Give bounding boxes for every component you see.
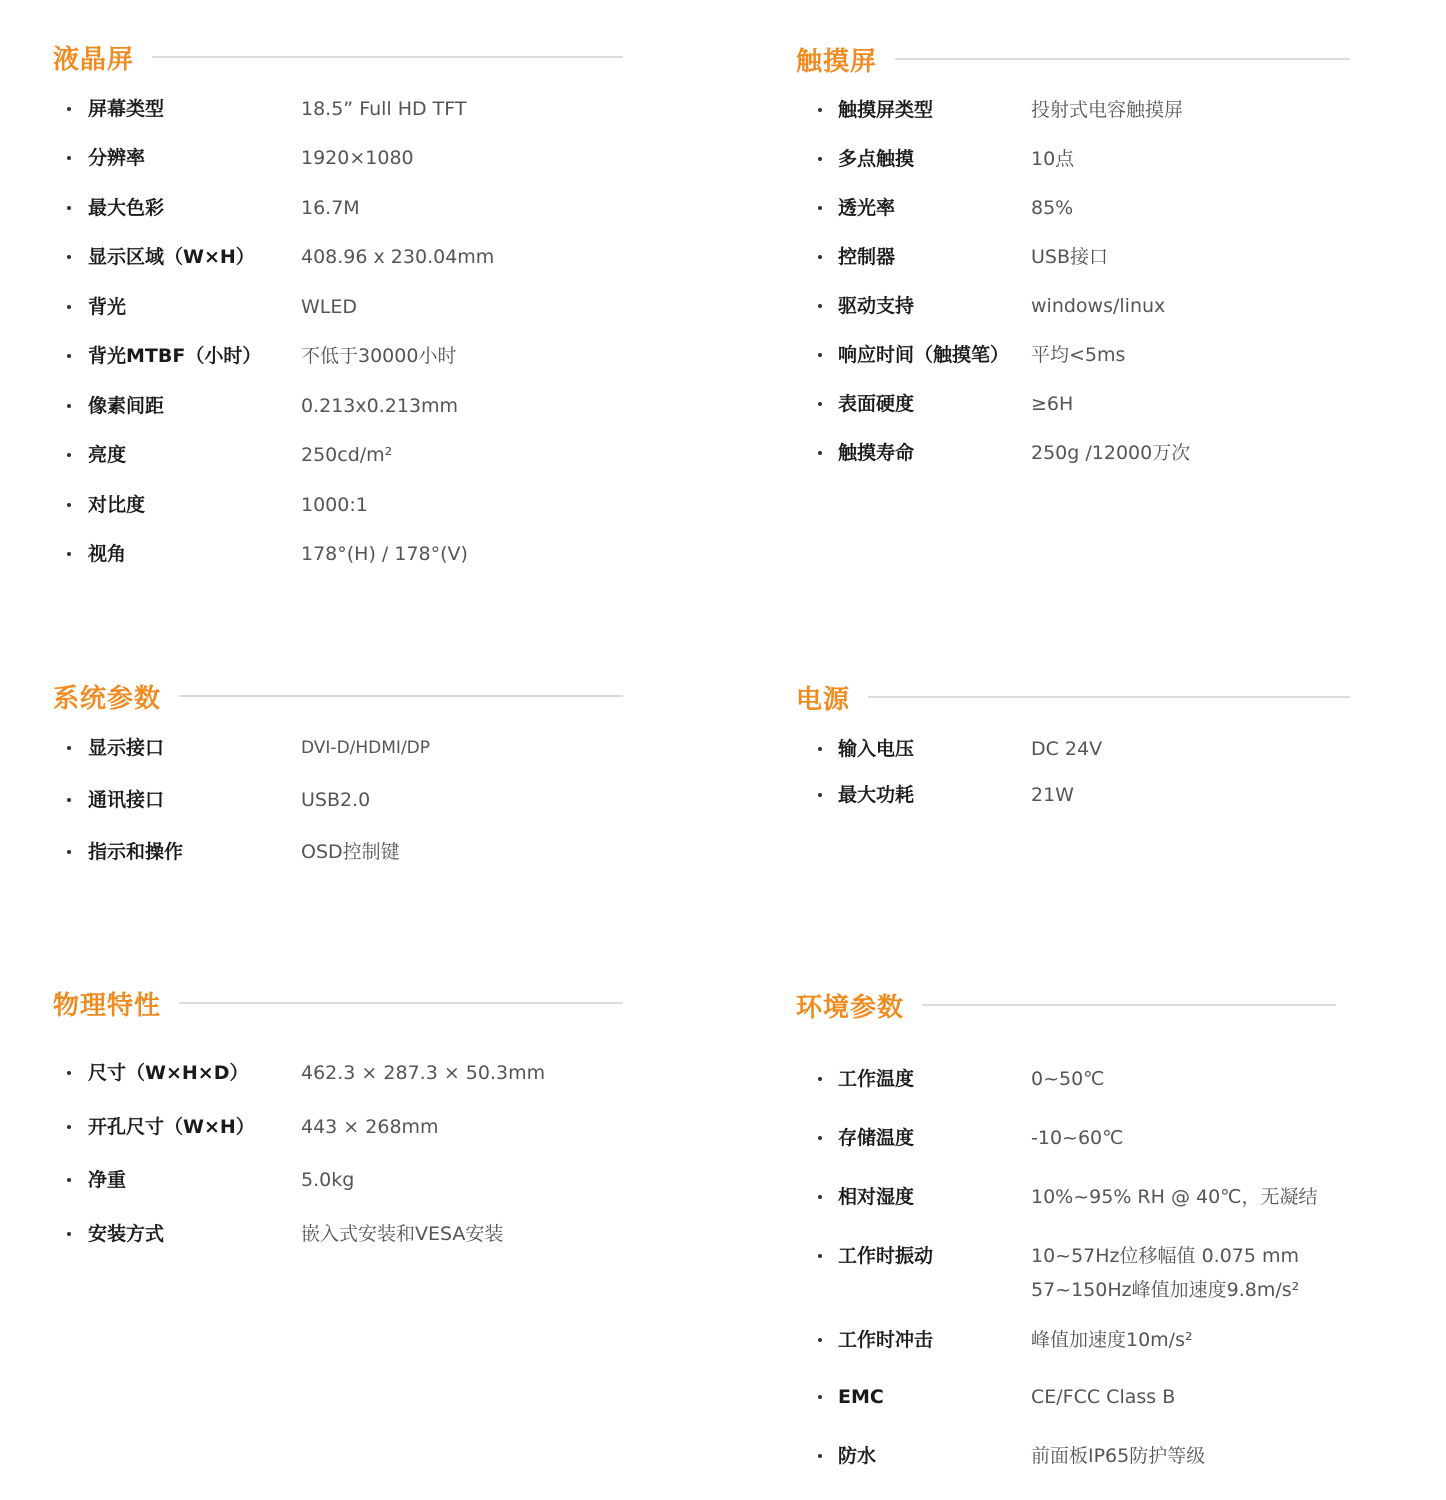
- spec-value: 250g /12000万次: [1031, 442, 1191, 464]
- spec-label: 输入电压: [838, 738, 915, 760]
- section-system: [53, 676, 623, 876]
- section-environment: [796, 985, 1336, 1485]
- section-divider: [895, 58, 1350, 60]
- bullet-icon: [818, 1077, 822, 1081]
- section-divider: [152, 56, 623, 58]
- bullet-icon: [818, 1338, 822, 1342]
- spec-value: OSD控制键: [301, 841, 400, 863]
- spec-value: 10~57Hz位移幅值 0.075 mm: [1031, 1245, 1300, 1267]
- spec-label: 最大色彩: [88, 197, 165, 219]
- spec-label: 分辨率: [88, 147, 146, 169]
- spec-value: windows/linux: [1031, 295, 1166, 317]
- section-divider: [922, 1004, 1336, 1006]
- bullet-icon: [818, 793, 822, 797]
- spec-label: 触摸屏类型: [838, 99, 934, 121]
- bullet-icon: [67, 354, 71, 358]
- spec-value: 5.0kg: [301, 1169, 355, 1191]
- bullet-icon: [67, 552, 71, 556]
- spec-value: 10%~95% RH @ 40℃，无凝结: [1031, 1186, 1318, 1208]
- spec-value: 0.213x0.213mm: [301, 395, 459, 417]
- section-header-touch: [796, 39, 1350, 79]
- bullet-icon: [67, 453, 71, 457]
- spec-value: 10点: [1031, 148, 1075, 170]
- spec-label: EMC: [838, 1386, 884, 1408]
- section-divider: [179, 1002, 623, 1004]
- bullet-icon: [67, 1071, 71, 1075]
- spec-label: 响应时间（触摸笔）: [838, 344, 1010, 366]
- bullet-icon: [67, 746, 71, 750]
- spec-value-line2: 57~150Hz峰值加速度9.8m/s²: [1031, 1279, 1300, 1301]
- bullet-icon: [67, 156, 71, 160]
- spec-label: 安装方式: [88, 1223, 165, 1245]
- spec-label: 透光率: [838, 197, 896, 219]
- spec-value: 嵌入式安装和VESA安装: [301, 1223, 504, 1245]
- spec-value: CE/FCC Class B: [1031, 1386, 1176, 1408]
- spec-label: 背光MTBF（小时）: [88, 345, 262, 367]
- spec-label: 开孔尺寸（W×H）: [88, 1116, 255, 1138]
- section-divider: [868, 696, 1350, 698]
- spec-value: 1000:1: [301, 494, 368, 516]
- bullet-icon: [67, 503, 71, 507]
- bullet-icon: [818, 1195, 822, 1199]
- section-lcd: [53, 37, 623, 597]
- spec-label: 对比度: [88, 494, 146, 516]
- bullet-icon: [67, 107, 71, 111]
- bullet-icon: [818, 1395, 822, 1399]
- bullet-icon: [67, 798, 71, 802]
- spec-label: 工作时冲击: [838, 1329, 934, 1351]
- spec-label: 屏幕类型: [88, 98, 165, 120]
- bullet-icon: [67, 1178, 71, 1182]
- spec-label: 背光: [88, 296, 127, 318]
- section-header-lcd: [53, 37, 623, 77]
- bullet-icon: [818, 304, 822, 308]
- spec-value: 85%: [1031, 197, 1074, 219]
- bullet-icon: [67, 404, 71, 408]
- bullet-icon: [67, 206, 71, 210]
- spec-value: 前面板IP65防护等级: [1031, 1445, 1206, 1467]
- spec-value: 1920×1080: [301, 147, 414, 169]
- bullet-icon: [818, 108, 822, 112]
- section-touch: [796, 39, 1350, 499]
- spec-label: 净重: [88, 1169, 127, 1191]
- spec-label: 防水: [838, 1445, 877, 1467]
- spec-label: 最大功耗: [838, 784, 915, 806]
- bullet-icon: [818, 157, 822, 161]
- section-header-environment: [796, 985, 1336, 1025]
- spec-value: 16.7M: [301, 197, 360, 219]
- bullet-icon: [67, 1125, 71, 1129]
- section-title: 环境参数: [796, 992, 905, 1023]
- spec-label: 指示和操作: [88, 841, 184, 863]
- spec-label: 工作时振动: [838, 1245, 934, 1267]
- spec-label: 驱动支持: [838, 295, 915, 317]
- bullet-icon: [67, 255, 71, 259]
- bullet-icon: [818, 402, 822, 406]
- section-title: 电源: [796, 684, 851, 715]
- spec-label: 触摸寿命: [838, 442, 915, 464]
- spec-value: USB接口: [1031, 246, 1109, 268]
- spec-value: 不低于30000小时: [301, 345, 457, 367]
- section-power: [796, 677, 1350, 827]
- spec-label: 多点触摸: [838, 148, 915, 170]
- spec-label: 像素间距: [88, 395, 165, 417]
- spec-value: WLED: [301, 296, 358, 318]
- spec-label: 相对湿度: [838, 1186, 915, 1208]
- bullet-icon: [818, 1454, 822, 1458]
- spec-value: 投射式电容触摸屏: [1031, 99, 1184, 121]
- spec-value: 21W: [1031, 784, 1074, 806]
- section-title: 系统参数: [53, 683, 162, 714]
- spec-label: 视角: [88, 543, 127, 565]
- spec-value: USB2.0: [301, 789, 371, 811]
- bullet-icon: [818, 451, 822, 455]
- spec-value: DVI-D/HDMI/DP: [301, 738, 431, 758]
- section-title: 物理特性: [53, 990, 162, 1021]
- spec-label: 控制器: [838, 246, 896, 268]
- bullet-icon: [67, 1232, 71, 1236]
- bullet-icon: [818, 206, 822, 210]
- section-header-system: [53, 676, 623, 716]
- bullet-icon: [67, 305, 71, 309]
- bullet-icon: [818, 255, 822, 259]
- section-title: 液晶屏: [53, 44, 135, 75]
- spec-label: 通讯接口: [88, 789, 165, 811]
- bullet-icon: [818, 1254, 822, 1258]
- spec-value: 443 × 268mm: [301, 1116, 439, 1138]
- spec-label: 表面硬度: [838, 393, 915, 415]
- spec-value: 峰值加速度10m/s²: [1031, 1329, 1193, 1351]
- spec-value: 250cd/m²: [301, 444, 393, 466]
- section-divider: [179, 695, 623, 697]
- spec-label: 存储温度: [838, 1127, 915, 1149]
- section-physical: [53, 983, 623, 1263]
- bullet-icon: [818, 1136, 822, 1140]
- spec-label: 显示接口: [88, 737, 165, 759]
- section-title: 触摸屏: [796, 46, 878, 77]
- spec-label: 工作温度: [838, 1068, 915, 1090]
- spec-label: 尺寸（W×H×D）: [88, 1062, 249, 1084]
- spec-value: 18.5” Full HD TFT: [301, 98, 467, 120]
- spec-value: ≥6H: [1031, 393, 1074, 415]
- spec-value: 408.96 x 230.04mm: [301, 246, 495, 268]
- bullet-icon: [818, 353, 822, 357]
- section-header-physical: [53, 983, 623, 1023]
- bullet-icon: [67, 850, 71, 854]
- spec-label: 亮度: [88, 444, 127, 466]
- spec-value: 平均<5ms: [1031, 344, 1126, 366]
- spec-value: -10~60℃: [1031, 1127, 1124, 1149]
- bullet-icon: [818, 747, 822, 751]
- spec-value: 178°(H) / 178°(V): [301, 543, 468, 565]
- spec-value: DC 24V: [1031, 738, 1103, 760]
- spec-label: 显示区域（W×H）: [88, 246, 255, 268]
- spec-value: 462.3 × 287.3 × 50.3mm: [301, 1062, 546, 1084]
- section-header-power: [796, 677, 1350, 717]
- spec-value: 0~50℃: [1031, 1068, 1105, 1090]
